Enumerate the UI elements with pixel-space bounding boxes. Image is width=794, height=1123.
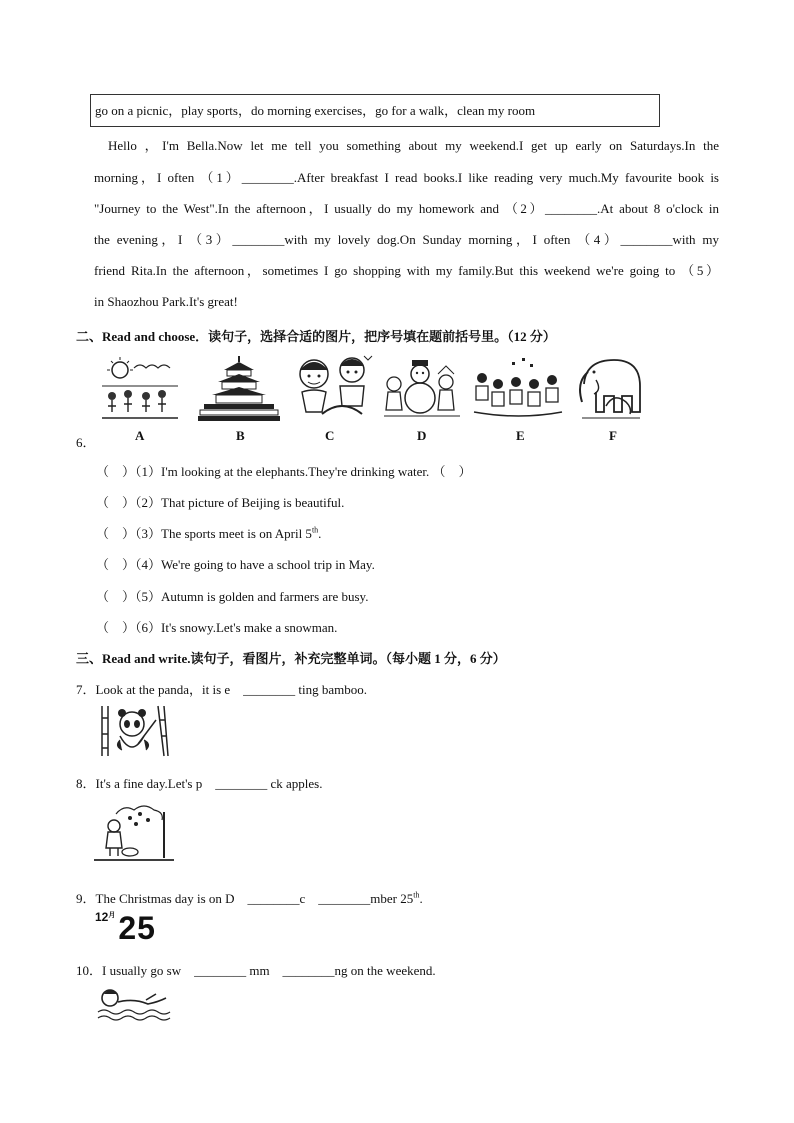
picture-label-b: B	[236, 428, 245, 443]
picture-label-d: D	[417, 428, 427, 443]
question-10: 10．I usually go sw ________ mm ________ng on the weekend.	[76, 963, 436, 978]
picture-label-f: F	[609, 428, 617, 443]
picture-e-school-trip	[472, 356, 564, 422]
passage-line-2: morning，I often （1）________.After breakfast I read books.I like reading very much.My favourite book is	[94, 170, 719, 185]
apple-picking-image	[94, 802, 174, 866]
section-2-title: 二、Read and choose．读句子，选择合适的图片，把序号填在题前括号里。（12 分）	[76, 329, 556, 344]
question-6-number: 6．	[76, 435, 96, 450]
picture-label-e: E	[516, 428, 525, 443]
picture-f-elephants	[578, 354, 644, 424]
choose-item-1: （ ）（1）I'm looking at the elephants.They're drinking water. （ ）	[96, 464, 472, 479]
question-7: 7．Look at the panda，it is e ________ ting bamboo.	[76, 682, 368, 697]
picture-label-c: C	[325, 428, 335, 443]
passage-line-5: friend Rita.In the afternoon，sometimes I go shopping with my family.But this weekend we're going to （5）	[94, 263, 719, 278]
choose-item-5: （ ）（5）Autumn is golden and farmers are busy.	[96, 589, 369, 604]
question-9: 9．The Christmas day is on D ________c ________mber 25th.	[76, 890, 423, 906]
date-month: 12	[95, 910, 109, 924]
word-bank-box: go on a picnic，play sports，do morning exercises，go for a walk，clean my room	[90, 94, 660, 127]
question-8: 8．It's a fine day.Let's p ________ ck apples.	[76, 776, 323, 791]
swimming-image	[96, 984, 176, 1024]
picture-a-picnic	[100, 356, 180, 426]
section-3-title: 三、Read and write.读句子，看图片，补充完整单词。（每小题 1 分，6 分）	[76, 651, 506, 666]
picture-b-temple-of-heaven	[198, 354, 280, 424]
date-image	[95, 910, 156, 946]
date-month-sup: 月	[108, 912, 116, 919]
passage-line-6: in Shaozhou Park.It's great!	[94, 294, 238, 309]
passage-line-4: the evening，I （3）________with my lovely dog.On Sunday morning，I often （4）________with my	[94, 232, 719, 247]
choose-item-6: （ ）（6）It's snowy.Let's make a snowman.	[96, 620, 338, 635]
picture-c-sports-kids	[292, 352, 378, 424]
date-day: 25	[118, 910, 156, 946]
choose-item-2: （ ）（2）That picture of Beijing is beautiful.	[96, 495, 345, 510]
choose-item-4: （ ）（4）We're going to have a school trip in May.	[96, 557, 375, 572]
passage-line-3: "Journey to the West".In the afternoon，I usually do my homework and （2）________.At about 8 o'clock in	[94, 201, 719, 216]
picture-label-a: A	[135, 428, 145, 443]
panda-bamboo-image	[98, 704, 172, 758]
picture-d-snowman	[380, 354, 462, 424]
passage-line-1: Hello ，I'm Bella.Now let me tell you something about my weekend.I get up early on Saturdays.In the	[108, 138, 719, 153]
choose-item-3: （ ）（3）The sports meet is on April 5th.	[96, 525, 322, 541]
